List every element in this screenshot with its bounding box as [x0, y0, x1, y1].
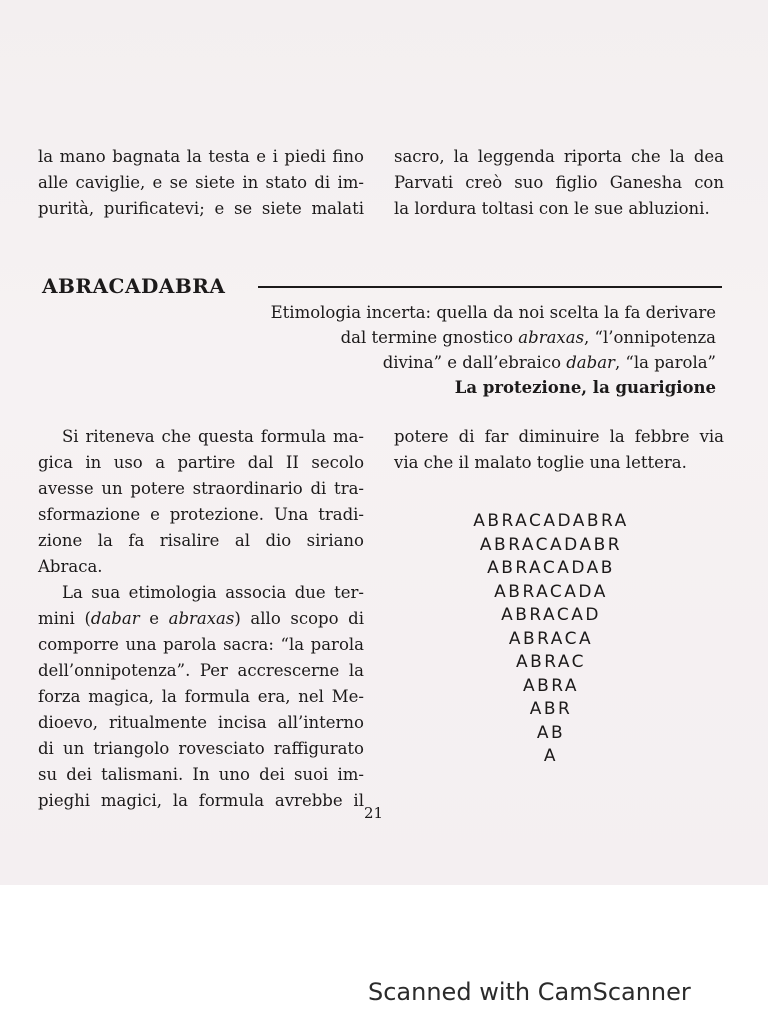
- section-subtitle: La protezione, la guarigione: [454, 378, 716, 397]
- abracadabra-triangle: [394, 510, 708, 769]
- text-line: mini (dabar e abraxas) allo scopo di: [38, 609, 364, 628]
- triangle-row: ABRACADABR: [479, 534, 623, 555]
- text-line: pieghi magici, la formula avrebbe il: [38, 791, 364, 810]
- section-heading: ABRACADABRA: [42, 274, 226, 298]
- text-line: sformazione e protezione. Una tradi-: [38, 505, 364, 524]
- text-line: su dei talismani. In uno dei suoi im-: [38, 765, 364, 784]
- triangle-row: ABR: [529, 699, 573, 719]
- text-line: potere di far diminuire la febbre via: [394, 427, 724, 446]
- text-line: zione la fa risalire al dio siriano: [38, 531, 364, 550]
- text-line: la mano bagnata la testa e i piedi fino: [38, 147, 364, 166]
- triangle-row: AB: [536, 722, 566, 743]
- top-left-column: [38, 144, 364, 222]
- triangle-row: ABRACADA: [494, 581, 608, 602]
- right-body-column: [394, 424, 724, 476]
- etymology-line: Etimologia incerta: quella da noi scelta la fa derivare: [270, 303, 716, 322]
- text-line: forza magica, la formula era, nel Me-: [38, 687, 364, 706]
- text-line: avesse un potere straordinario di tra-: [38, 479, 364, 498]
- text-line: alle caviglie, e se siete in stato di im-: [38, 173, 364, 192]
- scanner-watermark: Scanned with CamScanner: [368, 978, 691, 1006]
- text-line: La sua etimologia associa due ter-: [62, 583, 364, 602]
- text-line: dell’onnipotenza”. Per accrescerne la: [38, 661, 364, 680]
- text-line: dioevo, ritualmente incisa all’interno: [38, 713, 364, 732]
- triangle-row: ABRACADAB: [487, 558, 615, 578]
- triangle-row: ABRAC: [515, 652, 587, 672]
- text-line: di un triangolo rovesciato raffigurato: [38, 739, 364, 758]
- heading-rule: [258, 286, 722, 288]
- text-line: purità, purificatevi; e se siete malati: [38, 199, 364, 218]
- text-line: gica in uso a partire dal II secolo: [38, 453, 364, 472]
- text-line: comporre una parola sacra: “la parola: [38, 635, 364, 654]
- triangle-row: ABRACADABRA: [473, 511, 629, 531]
- text-line: Abraca.: [38, 557, 103, 576]
- etymology-block: [236, 300, 716, 400]
- etymology-line: divina” e dall’ebraico dabar, “la parola”: [382, 353, 716, 372]
- triangle-row: A: [543, 746, 559, 766]
- cropped-line-fragment: [38, 126, 358, 136]
- triangle-row: ABRACAD: [501, 605, 601, 625]
- text-line: Si riteneva che questa formula ma-: [62, 427, 364, 446]
- etymology-line: dal termine gnostico abraxas, “l’onnipotenza: [340, 328, 716, 347]
- text-line: sacro, la leggenda riporta che la dea: [394, 147, 724, 166]
- triangle-row: ABRACA: [508, 628, 594, 649]
- text-line: via che il malato toglie una lettera.: [394, 453, 687, 472]
- text-line: Parvati creò suo figlio Ganesha con: [394, 173, 724, 192]
- page-number: 21: [364, 804, 384, 822]
- left-body-column: [38, 424, 364, 814]
- top-right-column: [394, 144, 724, 222]
- triangle-row: ABRA: [522, 675, 580, 696]
- text-line: la lordura toltasi con le sue abluzioni.: [394, 199, 710, 218]
